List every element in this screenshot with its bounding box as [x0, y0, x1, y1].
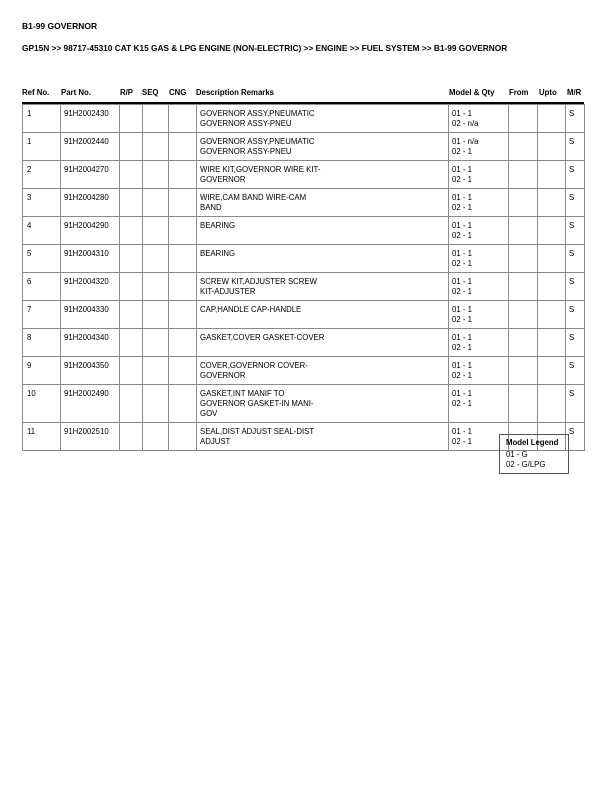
description-line: SEAL,DIST ADJUST SEAL-DIST	[200, 427, 315, 436]
part-no-line: 91H2002490	[64, 389, 109, 398]
description-line: GOVERNOR	[200, 371, 246, 380]
page-title: B1-99 GOVERNOR	[22, 21, 98, 31]
ref-no-cell	[23, 357, 61, 385]
rp-cell	[120, 329, 143, 357]
part-no-line: 91H2004280	[64, 193, 109, 202]
upto-cell	[538, 273, 566, 301]
description-cell	[197, 329, 449, 357]
model-qty-line: 01 - n/a	[452, 137, 479, 146]
upto-cell	[538, 357, 566, 385]
model-qty-line: 02 - 1	[452, 315, 472, 324]
mr-line: S	[569, 249, 575, 258]
description-line: CAP,HANDLE CAP-HANDLE	[200, 305, 302, 314]
description-line: GASKET,COVER GASKET-COVER	[200, 333, 325, 342]
cng-cell	[169, 301, 197, 329]
header-from: From	[509, 88, 529, 97]
header-cng: CNG	[169, 88, 187, 97]
cng-cell	[169, 273, 197, 301]
from-cell	[509, 161, 538, 189]
ref-no-line: 11	[27, 427, 36, 436]
part-no-cell	[61, 273, 120, 301]
mr-line: S	[569, 305, 575, 314]
ref-no-line: 8	[27, 333, 32, 342]
part-no-cell	[61, 217, 120, 245]
description-cell	[197, 105, 449, 133]
seq-cell	[143, 301, 169, 329]
seq-cell	[143, 273, 169, 301]
rp-cell	[120, 385, 143, 423]
upto-cell	[538, 161, 566, 189]
table-row	[23, 161, 585, 189]
model-qty-line: 01 - 1	[452, 249, 472, 258]
part-no-line: 91H2002510	[64, 427, 109, 436]
part-no-cell	[61, 357, 120, 385]
model-legend-item: 02 - G/LPG	[506, 460, 546, 469]
description-line: GOV	[200, 409, 218, 418]
ref-no-cell	[23, 423, 61, 451]
seq-cell	[143, 423, 169, 451]
mr-line: S	[569, 165, 575, 174]
part-no-cell	[61, 245, 120, 273]
ref-no-line: 6	[27, 277, 32, 286]
ref-no-line: 2	[27, 165, 32, 174]
description-cell	[197, 423, 449, 451]
mr-cell	[566, 301, 585, 329]
seq-cell	[143, 357, 169, 385]
header-description: Description Remarks	[196, 88, 274, 97]
seq-cell	[143, 217, 169, 245]
model-qty-cell	[449, 217, 509, 245]
ref-no-line: 1	[27, 109, 32, 118]
model-qty-line: 02 - 1	[452, 259, 472, 268]
mr-line: S	[569, 277, 575, 286]
cng-cell	[169, 189, 197, 217]
mr-cell	[566, 385, 585, 423]
description-cell	[197, 161, 449, 189]
ref-no-cell	[23, 133, 61, 161]
ref-no-cell	[23, 217, 61, 245]
ref-no-cell	[23, 273, 61, 301]
model-legend	[499, 434, 569, 474]
cng-cell	[169, 245, 197, 273]
rp-cell	[120, 217, 143, 245]
parts-table	[22, 104, 585, 451]
table-row	[23, 301, 585, 329]
part-no-line: 91H2004350	[64, 361, 109, 370]
part-no-line: 91H2004270	[64, 165, 109, 174]
rp-cell	[120, 105, 143, 133]
part-no-cell	[61, 189, 120, 217]
upto-cell	[538, 301, 566, 329]
seq-cell	[143, 329, 169, 357]
model-qty-line: 02 - 1	[452, 437, 472, 446]
header-model-qty: Model & Qty	[449, 88, 495, 97]
upto-cell	[538, 385, 566, 423]
table-row	[23, 217, 585, 245]
from-cell	[509, 217, 538, 245]
breadcrumb: GP15N >> 98717-45310 CAT K15 GAS & LPG ENGINE (NON-ELECTRIC) >> ENGINE >> FUEL SYSTEM >> B1-99 GOVERNOR	[22, 43, 508, 53]
from-cell	[509, 105, 538, 133]
description-line: GASKET,INT MANIF TO	[200, 389, 285, 398]
mr-cell	[566, 245, 585, 273]
description-line: SCREW KIT,ADJUSTER SCREW	[200, 277, 317, 286]
seq-cell	[143, 245, 169, 273]
part-no-cell	[61, 161, 120, 189]
rp-cell	[120, 273, 143, 301]
from-cell	[509, 385, 538, 423]
table-row	[23, 385, 585, 423]
model-qty-line: 02 - 1	[452, 147, 472, 156]
model-qty-line: 01 - 1	[452, 305, 472, 314]
header-ref-no: Ref No.	[22, 88, 50, 97]
ref-no-line: 4	[27, 221, 32, 230]
description-line: GOVERNOR ASSY,PNEUMATIC	[200, 137, 315, 146]
ref-no-cell	[23, 301, 61, 329]
part-no-line: 91H2004290	[64, 221, 109, 230]
from-cell	[509, 301, 538, 329]
description-line: KIT-ADJUSTER	[200, 287, 256, 296]
rp-cell	[120, 423, 143, 451]
description-cell	[197, 301, 449, 329]
description-line: COVER,GOVERNOR COVER-	[200, 361, 308, 370]
model-qty-cell	[449, 357, 509, 385]
model-qty-line: 02 - n/a	[452, 119, 479, 128]
model-qty-line: 02 - 1	[452, 203, 472, 212]
cng-cell	[169, 133, 197, 161]
model-qty-cell	[449, 161, 509, 189]
rp-cell	[120, 245, 143, 273]
description-line: BEARING	[200, 249, 236, 258]
from-cell	[509, 189, 538, 217]
description-line: GOVERNOR GASKET-IN MANI-	[200, 399, 314, 408]
model-qty-line: 01 - 1	[452, 221, 472, 230]
rp-cell	[120, 357, 143, 385]
table-row	[23, 133, 585, 161]
description-cell	[197, 245, 449, 273]
model-qty-line: 02 - 1	[452, 175, 472, 184]
model-qty-cell	[449, 245, 509, 273]
part-no-line: 91H2002440	[64, 137, 109, 146]
description-line: GOVERNOR ASSY,PNEUMATIC	[200, 109, 315, 118]
cng-cell	[169, 161, 197, 189]
model-qty-cell	[449, 301, 509, 329]
mr-cell	[566, 133, 585, 161]
mr-cell	[566, 357, 585, 385]
ref-no-line: 7	[27, 305, 32, 314]
model-qty-cell	[449, 189, 509, 217]
description-cell	[197, 273, 449, 301]
cng-cell	[169, 217, 197, 245]
rp-cell	[120, 189, 143, 217]
mr-line: S	[569, 193, 575, 202]
description-cell	[197, 385, 449, 423]
header-mr: M/R	[567, 88, 582, 97]
cng-cell	[169, 385, 197, 423]
mr-cell	[566, 217, 585, 245]
model-qty-line: 02 - 1	[452, 231, 472, 240]
description-line: BEARING	[200, 221, 236, 230]
mr-line: S	[569, 221, 575, 230]
seq-cell	[143, 105, 169, 133]
description-cell	[197, 189, 449, 217]
model-qty-line: 01 - 1	[452, 165, 472, 174]
seq-cell	[143, 189, 169, 217]
description-line: BAND	[200, 203, 222, 212]
model-qty-line: 01 - 1	[452, 427, 472, 436]
header-part-no: Part No.	[61, 88, 91, 97]
table-row	[23, 245, 585, 273]
model-qty-line: 02 - 1	[452, 343, 472, 352]
description-line: GOVERNOR	[200, 175, 246, 184]
upto-cell	[538, 189, 566, 217]
table-row	[23, 329, 585, 357]
model-qty-line: 01 - 1	[452, 389, 472, 398]
ref-no-line: 5	[27, 249, 32, 258]
ref-no-cell	[23, 329, 61, 357]
description-cell	[197, 217, 449, 245]
description-cell	[197, 133, 449, 161]
part-no-line: 91H2004340	[64, 333, 109, 342]
part-no-cell	[61, 385, 120, 423]
table-row	[23, 189, 585, 217]
mr-cell	[566, 329, 585, 357]
ref-no-line: 3	[27, 193, 32, 202]
part-no-cell	[61, 133, 120, 161]
mr-line: S	[569, 137, 575, 146]
upto-cell	[538, 217, 566, 245]
rp-cell	[120, 133, 143, 161]
rp-cell	[120, 301, 143, 329]
part-no-line: 91H2004310	[64, 249, 109, 258]
model-legend-title: Model Legend	[506, 438, 559, 447]
part-no-line: 91H2004320	[64, 277, 109, 286]
from-cell	[509, 357, 538, 385]
cng-cell	[169, 423, 197, 451]
model-qty-line: 02 - 1	[452, 287, 472, 296]
mr-line: S	[569, 389, 575, 398]
model-legend-item: 01 - G	[506, 450, 528, 459]
part-no-line: 91H2002430	[64, 109, 109, 118]
ref-no-cell	[23, 105, 61, 133]
rp-cell	[120, 161, 143, 189]
mr-cell	[566, 189, 585, 217]
cng-cell	[169, 357, 197, 385]
description-line: ADJUST	[200, 437, 231, 446]
mr-cell	[566, 105, 585, 133]
header-upto: Upto	[539, 88, 557, 97]
model-qty-cell	[449, 273, 509, 301]
model-qty-line: 01 - 1	[452, 361, 472, 370]
seq-cell	[143, 385, 169, 423]
model-qty-line: 01 - 1	[452, 333, 472, 342]
model-qty-line: 01 - 1	[452, 277, 472, 286]
mr-line: S	[569, 361, 575, 370]
from-cell	[509, 329, 538, 357]
mr-cell	[566, 161, 585, 189]
ref-no-line: 9	[27, 361, 32, 370]
seq-cell	[143, 161, 169, 189]
ref-no-cell	[23, 385, 61, 423]
model-qty-line: 01 - 1	[452, 193, 472, 202]
ref-no-cell	[23, 161, 61, 189]
description-line: WIRE,CAM BAND WIRE-CAM	[200, 193, 307, 202]
upto-cell	[538, 245, 566, 273]
mr-cell	[566, 273, 585, 301]
from-cell	[509, 133, 538, 161]
seq-cell	[143, 133, 169, 161]
table-row	[23, 105, 585, 133]
upto-cell	[538, 133, 566, 161]
mr-line: S	[569, 333, 575, 342]
from-cell	[509, 273, 538, 301]
mr-line: S	[569, 109, 575, 118]
model-qty-line: 02 - 1	[452, 399, 472, 408]
part-no-cell	[61, 105, 120, 133]
cng-cell	[169, 105, 197, 133]
description-line: WIRE KIT,GOVERNOR WIRE KIT-	[200, 165, 321, 174]
model-qty-cell	[449, 385, 509, 423]
mr-line: S	[569, 427, 575, 436]
part-no-cell	[61, 423, 120, 451]
model-qty-line: 01 - 1	[452, 109, 472, 118]
part-no-line: 91H2004330	[64, 305, 109, 314]
header-seq: SEQ	[142, 88, 159, 97]
model-qty-cell	[449, 329, 509, 357]
header-rp: R/P	[120, 88, 133, 97]
table-row	[23, 357, 585, 385]
part-no-cell	[61, 301, 120, 329]
ref-no-cell	[23, 189, 61, 217]
from-cell	[509, 245, 538, 273]
description-line: GOVERNOR ASSY-PNEU	[200, 119, 292, 128]
model-qty-cell	[449, 133, 509, 161]
part-no-cell	[61, 329, 120, 357]
ref-no-line: 1	[27, 137, 32, 146]
model-qty-line: 02 - 1	[452, 371, 472, 380]
upto-cell	[538, 329, 566, 357]
model-qty-cell	[449, 105, 509, 133]
table-header	[22, 88, 584, 100]
ref-no-line: 10	[27, 389, 36, 398]
description-cell	[197, 357, 449, 385]
ref-no-cell	[23, 245, 61, 273]
table-row	[23, 273, 585, 301]
upto-cell	[538, 105, 566, 133]
cng-cell	[169, 329, 197, 357]
description-line: GOVERNOR ASSY-PNEU	[200, 147, 292, 156]
